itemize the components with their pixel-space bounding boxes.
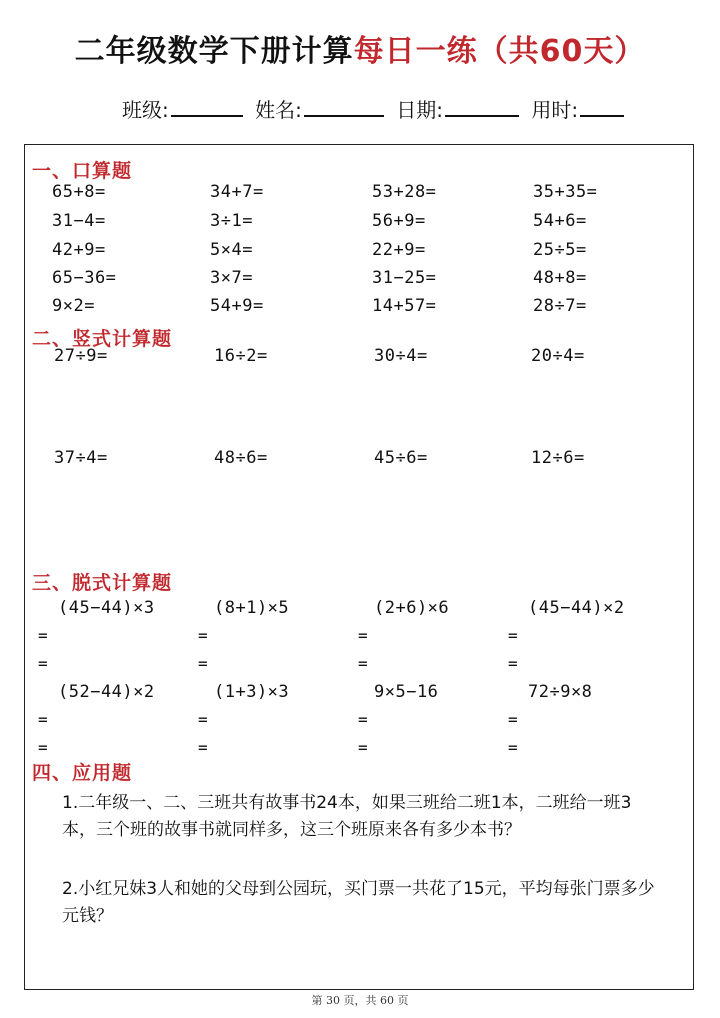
class-field: [122, 94, 243, 123]
oral-item: 53+28=: [372, 182, 437, 202]
equals-line: =: [358, 710, 368, 729]
equals-line: =: [38, 626, 48, 645]
title-main: 二年级数学下册计算: [74, 34, 354, 69]
oral-item: 22+9=: [372, 240, 426, 260]
time-field: [531, 94, 624, 123]
section-oral-heading: 一、口算题: [32, 160, 133, 182]
equals-line: =: [358, 738, 368, 757]
title-highlight: 每日一练（共60天）: [353, 34, 646, 69]
name-blank[interactable]: [304, 97, 384, 117]
equals-line: =: [198, 626, 208, 645]
equals-line: =: [198, 738, 208, 757]
equals-line: =: [38, 654, 48, 673]
oral-item: 28÷7=: [533, 296, 587, 316]
word-problem-1: [62, 790, 662, 844]
vertical-item: 12÷6=: [531, 448, 585, 468]
student-info-line: [122, 94, 630, 123]
equals-line: =: [358, 654, 368, 673]
date-field: [396, 94, 519, 123]
oral-item: 56+9=: [372, 211, 426, 231]
oral-item: 54+9=: [210, 296, 264, 316]
equals-line: =: [508, 654, 518, 673]
oral-item: 9×2=: [52, 296, 95, 316]
vertical-item: 20÷4=: [531, 346, 585, 366]
vertical-item: 45÷6=: [374, 448, 428, 468]
problem-text: 二年级一、二、三班共有故事书24本，如果三班给二班1本，二班给一班3本，三个班的故事书就同样多，这三个班原来各有多少本书？: [62, 793, 632, 840]
date-blank[interactable]: [445, 97, 519, 117]
equals-line: =: [198, 710, 208, 729]
stepwise-expression: 72÷9×8: [528, 682, 593, 702]
oral-item: 25÷5=: [533, 240, 587, 260]
oral-item: 5×4=: [210, 240, 253, 260]
oral-item: 65+8=: [52, 182, 106, 202]
word-problem-2: [62, 876, 662, 930]
vertical-item: 48÷6=: [214, 448, 268, 468]
oral-item: 3×7=: [210, 268, 253, 288]
oral-item: 14+57=: [372, 296, 437, 316]
oral-item: 54+6=: [533, 211, 587, 231]
name-label: 姓名:: [255, 98, 302, 122]
page-footer: 第 30 页，共 60 页: [311, 994, 409, 1007]
section-word-heading: 四、应用题: [32, 762, 133, 784]
time-blank[interactable]: [580, 97, 624, 117]
stepwise-expression: 9×5−16: [374, 682, 439, 702]
page-title: [0, 26, 720, 70]
equals-line: =: [38, 710, 48, 729]
time-label: 用时:: [531, 98, 579, 122]
section-vertical-heading: 二、竖式计算题: [32, 328, 173, 350]
oral-item: 65−36=: [52, 268, 117, 288]
oral-item: 31−4=: [52, 211, 106, 231]
vertical-item: 37÷4=: [54, 448, 108, 468]
stepwise-expression: (1+3)×3: [214, 682, 290, 702]
stepwise-expression: (45−44)×3: [58, 598, 155, 618]
problem-text: 小红兄妹3人和她的父母到公园玩，买门票一共花了15元，平均每张门票多少元钱？: [62, 879, 655, 926]
equals-line: =: [508, 710, 518, 729]
equals-line: =: [508, 738, 518, 757]
equals-line: =: [508, 626, 518, 645]
vertical-item: 27÷9=: [54, 346, 108, 366]
problem-number: 1.: [62, 793, 79, 813]
section-stepwise-heading: 三、脱式计算题: [32, 572, 173, 594]
oral-item: 42+9=: [52, 240, 106, 260]
worksheet-frame: [24, 144, 694, 990]
stepwise-expression: (45−44)×2: [528, 598, 625, 618]
oral-item: 31−25=: [372, 268, 437, 288]
problem-number: 2.: [62, 879, 79, 899]
oral-item: 3÷1=: [210, 211, 253, 231]
vertical-item: 30÷4=: [374, 346, 428, 366]
equals-line: =: [38, 738, 48, 757]
oral-item: 35+35=: [533, 182, 598, 202]
equals-line: =: [198, 654, 208, 673]
oral-item: 48+8=: [533, 268, 587, 288]
stepwise-expression: (52−44)×2: [58, 682, 155, 702]
oral-item: 34+7=: [210, 182, 264, 202]
equals-line: =: [358, 626, 368, 645]
stepwise-expression: (2+6)×6: [374, 598, 450, 618]
name-field: [255, 94, 384, 123]
vertical-item: 16÷2=: [214, 346, 268, 366]
class-blank[interactable]: [171, 97, 243, 117]
date-label: 日期:: [396, 98, 443, 122]
stepwise-expression: (8+1)×5: [214, 598, 290, 618]
class-label: 班级:: [122, 98, 169, 122]
